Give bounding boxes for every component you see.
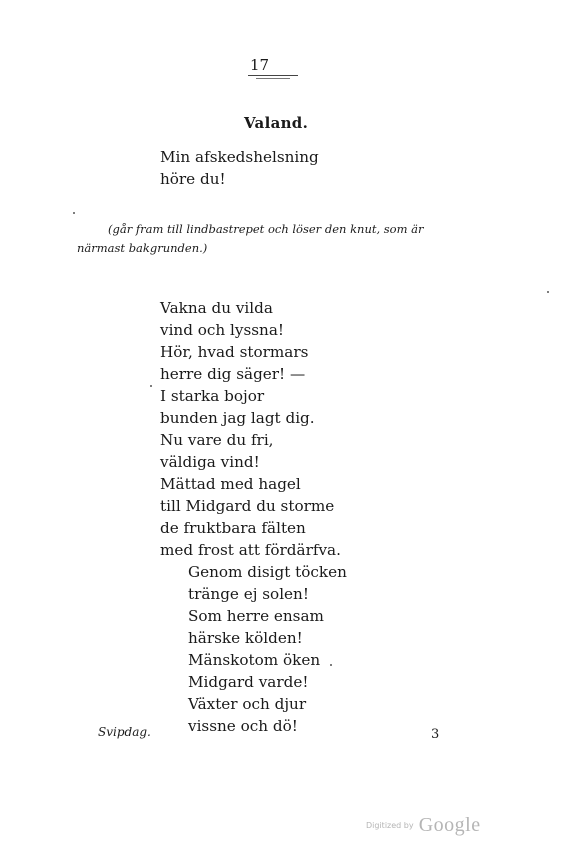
opening-line: Min afskedshelsning xyxy=(160,148,319,166)
watermark-prefix: Digitized by xyxy=(366,821,414,830)
verse-line: Hör, hvad stormars xyxy=(160,343,309,361)
header-rule-short xyxy=(256,78,290,79)
verse-line: Mättad med hagel xyxy=(160,475,301,493)
verse-line: med frost att fördärfva. xyxy=(160,541,341,559)
verse-line: Genom disigt töcken xyxy=(188,563,347,581)
verse-line: de fruktbara fälten xyxy=(160,519,306,537)
verse-line: tränge ej solen! xyxy=(188,585,309,603)
verse-line: Nu vare du fri, xyxy=(160,431,274,449)
page-number: 17 xyxy=(250,56,270,74)
scan-speck xyxy=(547,291,549,293)
google-watermark xyxy=(366,814,481,837)
scan-speck xyxy=(330,664,332,666)
verse-line: Mänskotom öken xyxy=(188,651,321,669)
opening-line: höre du! xyxy=(160,170,226,188)
verse-line: vissne och dö! xyxy=(188,717,298,735)
verse-line: härske kölden! xyxy=(188,629,303,647)
verse-line: Midgard varde! xyxy=(188,673,309,691)
verse-line: vind och lyssna! xyxy=(160,321,284,339)
verse-line: Vakna du vilda xyxy=(160,299,273,317)
scan-speck xyxy=(73,212,75,214)
verse-line: Växter och djur xyxy=(188,695,307,713)
header-rule xyxy=(248,75,298,76)
verse-line: I starka bojor xyxy=(160,387,265,405)
verse-line: till Midgard du storme xyxy=(160,497,335,515)
sheet-number: 3 xyxy=(431,727,440,742)
scan-speck xyxy=(150,385,152,387)
stage-direction-line: närmast bakgrunden.) xyxy=(77,241,208,255)
verse-line: bunden jag lagt dig. xyxy=(160,409,315,427)
stage-direction-line: (går fram till lindbastrepet och löser den knut, som är xyxy=(108,222,424,236)
speaker-name: Valand. xyxy=(244,114,309,132)
verse-line: herre dig säger! — xyxy=(160,365,306,383)
verse-line: väldiga vind! xyxy=(160,453,260,471)
signature-mark: Svipdag. xyxy=(98,725,151,739)
watermark-brand: Google xyxy=(418,814,481,836)
verse-line: Som herre ensam xyxy=(188,607,324,625)
